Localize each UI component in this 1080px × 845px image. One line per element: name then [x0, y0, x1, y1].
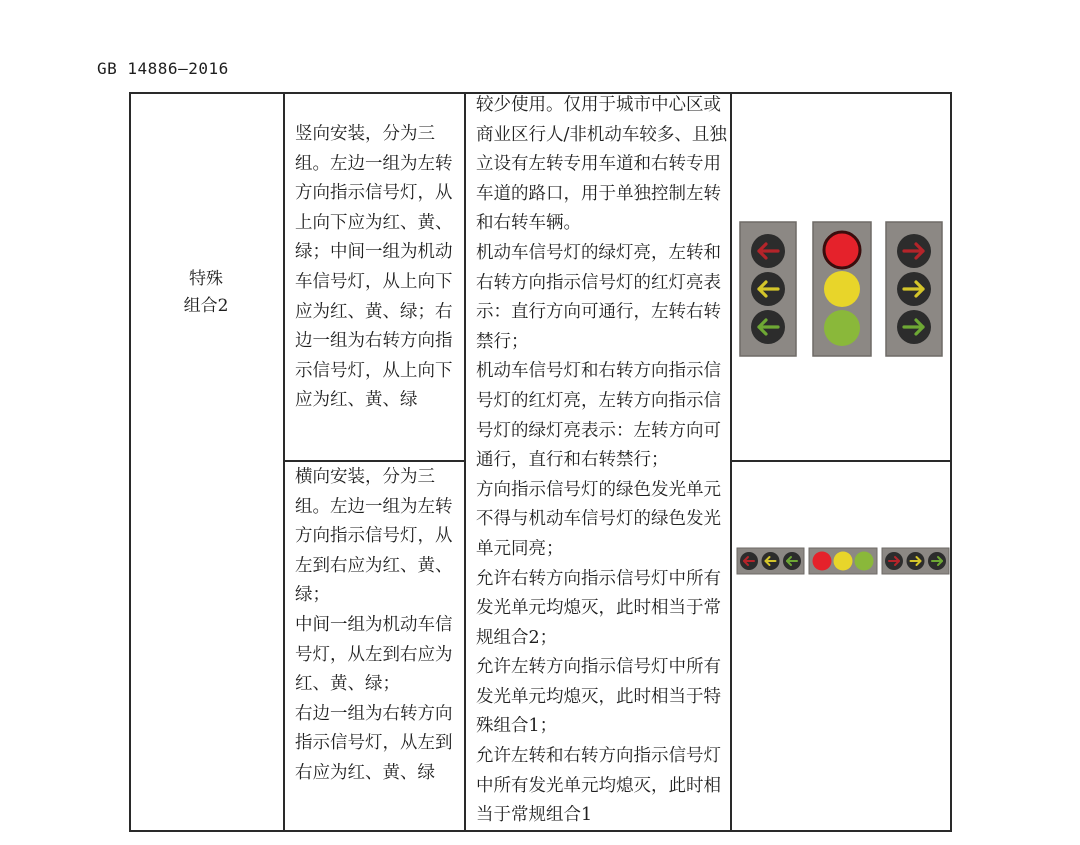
usage-line: 较少使用。仅用于城市中心区或商业区行人/非机动车较多、且独立设有左转专用车道和右转专用车道的路口，用于单独控制左转和右转车辆。: [476, 95, 727, 234]
vertical-install-text: 竖向安装，分为三组。左边一组为左转方向指示信号灯，从上向下应为红、黄、绿；中间一组为机动车信号灯，从上向下应为红、黄、绿；右边一组为右转方向指示信号灯，从上向下应为红、黄、绿: [295, 124, 453, 411]
horizontal-install-line: 右边一组为右转方向指示信号灯，从左到右应为红、黄、绿: [295, 703, 453, 783]
lamp-red-on: [813, 552, 832, 571]
lamp-red-on: [824, 232, 860, 268]
usage-line: 允许左转方向指示信号灯中所有发光单元均熄灭，此时相当于特殊组合1；: [476, 657, 721, 737]
lamp-yellow-on: [834, 552, 853, 571]
usage-line: 方向指示信号灯的绿色发光单元不得与机动车信号灯的绿色发光单元同亮；: [476, 479, 721, 559]
horizontal-install-line: 横向安装，分为三组。左边一组为左转方向指示信号灯，从左到右应为红、黄、绿；: [295, 467, 453, 606]
lamp-green-on: [855, 552, 874, 571]
type-label-line1: 特殊: [189, 269, 223, 289]
usage-description: [476, 91, 730, 831]
table-border-right: [950, 92, 952, 832]
lamp-yellow-on: [824, 271, 860, 307]
table-col-divider-1: [283, 92, 285, 832]
horizontal-install-line: 中间一组为机动车信号灯，从左到右应为红、黄、绿；: [295, 614, 453, 695]
table-col-divider-3: [730, 92, 732, 832]
right-turn-signal-vertical: [886, 222, 942, 356]
left-turn-signal-horizontal: [737, 548, 804, 574]
vehicle-signal-horizontal: [809, 548, 877, 574]
document-header: GB 14886—2016: [97, 59, 229, 78]
left-turn-signal-vertical: [740, 222, 796, 356]
vertical-install-description: [295, 120, 465, 416]
table-row-divider-col4: [730, 460, 951, 462]
usage-line: 允许右转方向指示信号灯中所有发光单元均熄灭，此时相当于常规组合2；: [476, 568, 721, 648]
usage-line: 允许左转和右转方向指示信号灯中所有发光单元均熄灭，此时相当于常规组合1: [476, 746, 721, 826]
table-border-left: [129, 92, 131, 832]
right-turn-signal-horizontal: [882, 548, 949, 574]
usage-line: 机动车信号灯的绿灯亮，左转和右转方向指示信号灯的红灯亮表示：直行方向可通行，左转右转禁行；: [476, 242, 721, 352]
lamp-green-on: [824, 310, 860, 346]
horizontal-install-description: [295, 463, 467, 789]
type-label-cell: [150, 266, 262, 320]
horizontal-signal-illustration: [736, 547, 950, 575]
type-label-line2: 组合2: [183, 296, 229, 316]
usage-line: 机动车信号灯和右转方向指示信号灯的红灯亮，左转方向指示信号灯的绿灯亮表示：左转方向可通行，直行和右转禁行；: [476, 361, 721, 471]
table-row-divider-col2: [283, 460, 465, 462]
vertical-signal-illustration: [736, 218, 946, 360]
vehicle-signal-vertical: [813, 222, 871, 356]
